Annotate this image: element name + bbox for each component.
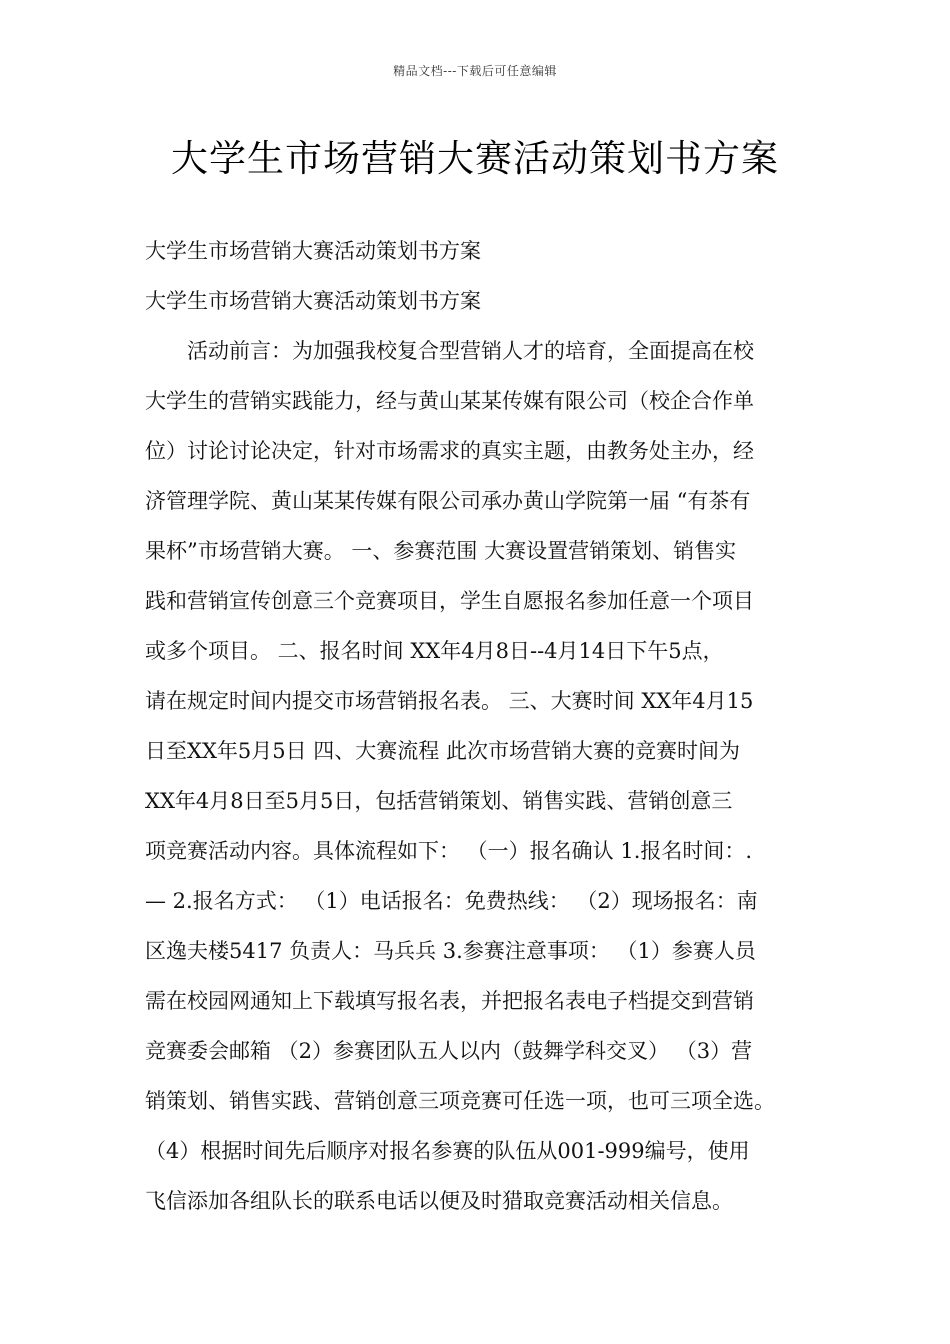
text-line: 飞信添加各组队长的联系电话以便及时猎取竞赛活动相关信息。 <box>145 1189 733 1213</box>
text-line: 区逸夫楼5417 负责人：马兵兵 3.参赛注意事项： （1）参赛人员 <box>145 939 756 963</box>
text-line: 大学生的营销实践能力，经与黄山某某传媒有限公司（校企合作单 <box>145 389 754 413</box>
text-line: 销策划、销售实践、营销创意三项竞赛可任选一项，也可三项全选。 <box>145 1089 775 1113</box>
text-line: 济管理学院、黄山某某传媒有限公司承办黄山学院第一届 “有茶有 <box>145 489 751 513</box>
text-line: 项竞赛活动内容。具体流程如下： （一）报名确认 1.报名时间：. <box>145 839 753 863</box>
text-line: XX年4月8日至5月5日，包括营销策划、销售实践、营销创意三 <box>145 789 733 813</box>
text-line: 位）讨论讨论决定，针对市场需求的真实主题，由教务处主办，经 <box>145 439 754 463</box>
text-line: 请在规定时间内提交市场营销报名表。 三、大赛时间 XX年4月15 <box>145 689 754 713</box>
text-line: 日至XX年5月5日 四、大赛流程 此次市场营销大赛的竞赛时间为 <box>145 739 740 763</box>
document-title: 大学生市场营销大赛活动策划书方案 <box>171 137 779 180</box>
text-line: 大学生市场营销大赛活动策划书方案 <box>145 289 481 313</box>
text-line: 竞赛委会邮箱 （2）参赛团队五人以内（鼓舞学科交叉） （3）营 <box>145 1039 753 1063</box>
text-line: 或多个项目。 二、报名时间 XX年4月8日--4月14日下午5点， <box>145 639 724 663</box>
text-line: 需在校园网通知上下载填写报名表，并把报名表电子档提交到营销 <box>145 989 754 1013</box>
text-line: （4）根据时间先后顺序对报名参赛的队伍从001-999编号，使用 <box>145 1139 750 1163</box>
header-note: 精品文档---下载后可任意编辑 <box>393 64 557 78</box>
text-line: 活动前言：为加强我校复合型营销人才的培育，全面提高在校 <box>145 339 754 363</box>
text-line: — 2.报名方式： （1）电话报名：免费热线： （2）现场报名：南 <box>145 889 758 913</box>
text-line: 践和营销宣传创意三个竞赛项目，学生自愿报名参加任意一个项目 <box>145 589 754 613</box>
text-line: 大学生市场营销大赛活动策划书方案 <box>145 239 481 263</box>
text-line: 果杯”市场营销大赛。 一、参赛范围 大赛设置营销策划、销售实 <box>145 539 737 563</box>
body-text <box>145 232 810 1232</box>
